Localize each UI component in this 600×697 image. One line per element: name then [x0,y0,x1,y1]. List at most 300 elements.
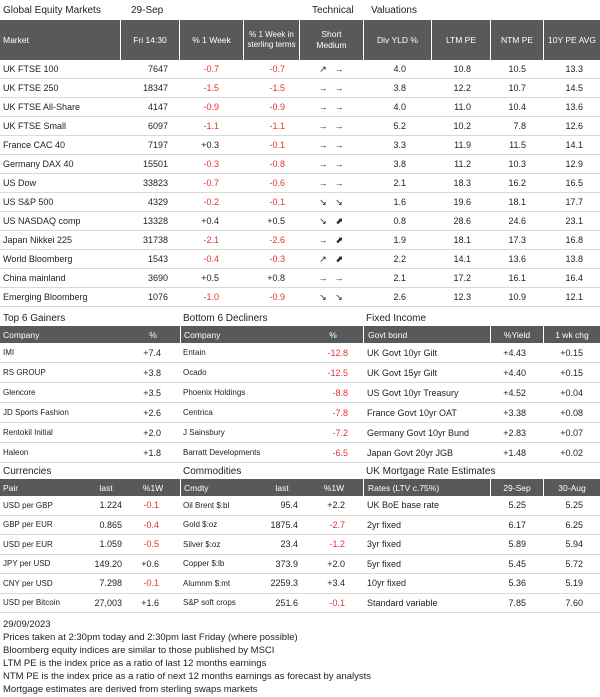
equity-row [0,155,600,174]
week-change-sterling: -2.6 [269,235,285,245]
commodity-name: Gold $:oz [183,520,218,530]
gainer-value: +3.5 [143,387,161,398]
market-price: 31738 [142,235,168,245]
decliner-name: Ocado [183,368,207,377]
market-name: US NASDAQ comp [3,216,81,226]
bond-yield: +4.40 [503,367,526,378]
bond-name: Japan Govt 20yr JGB [367,447,454,458]
footnote-line: Mortgage estimates are derived from sterling swaps markets [3,684,258,695]
bond-name: UK Govt 15yr Gilt [367,367,438,378]
equity-row [0,288,600,307]
gainer-value: +1.8 [143,447,161,458]
div-yield: 2.1 [393,178,406,188]
middle-row [0,423,600,443]
currencies-header-last: last [99,482,113,493]
div-yield: 2.2 [393,254,406,264]
decliners-title: Bottom 6 Decliners [183,313,268,324]
week-change: -1.5 [203,83,219,93]
currency-change: +1.6 [141,597,159,608]
header-week-sterling: % 1 Week in sterling terms [243,20,299,60]
market-price: 13328 [142,216,168,226]
fixed-income-title: Fixed Income [366,313,427,324]
mortgage-rate-name: 3yr fixed [367,539,402,550]
header-ntm: NTM PE [490,20,543,60]
week-change: +0.3 [201,140,219,150]
technical-arrows [302,98,360,116]
technical-arrows [302,250,360,268]
currency-change: -0.1 [143,500,159,511]
mortgage-rate-current: 7.85 [508,597,526,608]
currency-last: 0.865 [99,519,122,530]
market-price: 15501 [142,159,168,169]
gainer-name: RS GROUP [3,368,46,377]
week-change-sterling: -0.3 [269,254,285,264]
ntm-pe: 16.1 [508,273,526,283]
arrow-right-icon: → [334,140,344,150]
technical-arrows [302,212,360,230]
market-name: Japan Nikkei 225 [3,235,73,245]
ltm-pe: 17.2 [453,273,471,283]
div-yield: 1.9 [393,235,406,245]
commodity-change: -2.7 [329,519,345,530]
bond-change: +0.08 [560,407,583,418]
currency-last: 1.059 [99,539,122,550]
commodity-last: 23.4 [280,539,298,550]
commodities-title: Commodities [183,466,242,477]
arrow-right-icon: → [334,64,344,74]
week-change: -0.9 [203,102,219,112]
avg-pe: 12.6 [565,121,583,131]
ntm-pe: 16.2 [508,178,526,188]
footnote-line: Bloomberg equity indices are similar to those published by MSCI [3,645,275,656]
equity-row [0,117,600,136]
commodity-last: 95.4 [280,500,298,511]
ltm-pe: 12.2 [453,83,471,93]
footnote-line: 29/09/2023 [3,619,51,630]
market-price: 1076 [147,292,168,302]
ntm-pe: 10.3 [508,159,526,169]
bond-name: France Govt 10yr OAT [367,407,457,418]
technical-arrows [302,288,360,306]
week-change-sterling: -0.9 [269,292,285,302]
arrow-right-icon: → [334,121,344,131]
currencies-header-chg: %1W [142,482,164,493]
mortgage-rate-current: 5.36 [508,578,526,589]
week-change: -0.7 [203,64,219,74]
bottom-row [0,574,600,594]
currency-pair: JPY per USD [3,559,51,569]
gainer-name: Rentokil Initial [3,428,53,437]
week-change-sterling: -0.8 [269,159,285,169]
footnote-line: LTM PE is the index price as a ratio of last 12 months earnings [3,658,267,669]
equity-table [0,60,600,307]
commodity-last: 251.6 [275,597,298,608]
avg-pe: 13.6 [565,102,583,112]
div-yield: 5.2 [393,121,406,131]
commodity-change: +3.4 [327,578,345,589]
mortgage-rate-name: Standard variable [367,597,438,608]
week-change-sterling: -0.6 [269,178,285,188]
week-change: -1.0 [203,292,219,302]
div-yield: 2.1 [393,273,406,283]
equity-date: 29-Sep [131,5,164,16]
decliners-header-pct: % [329,329,337,340]
bond-yield: +2.83 [503,427,526,438]
ltm-pe: 10.8 [453,64,471,74]
ltm-pe: 18.3 [453,178,471,188]
avg-pe: 16.5 [565,178,583,188]
bottom-row [0,516,600,536]
technical-arrows [302,231,360,249]
mortgage-rate-previous: 6.25 [565,519,583,530]
commodity-last: 1875.4 [270,519,298,530]
avg-pe: 14.5 [565,83,583,93]
middle-row [0,363,600,383]
decliner-name: Centrica [183,408,213,417]
decliner-name: J Sainsbury [183,428,225,437]
currency-pair: CNY per USD [3,578,53,588]
bond-change: +0.15 [560,367,583,378]
market-price: 3690 [147,273,168,283]
week-change: -0.4 [203,254,219,264]
commodities-header-name: Cmdty [180,479,260,496]
ltm-pe: 19.6 [453,197,471,207]
decliner-name: Barratt Developments [183,448,261,457]
market-name: China mainland [3,273,66,283]
ntm-pe: 17.3 [508,235,526,245]
equity-row [0,98,600,117]
arrow-down-right-icon: ↘ [335,196,343,207]
arrow-right-icon: → [334,159,344,169]
ntm-pe: 13.6 [508,254,526,264]
fixed-header-chg: 1 wk chg [543,326,600,343]
decliner-value: -8.8 [332,387,348,398]
mortgage-title: UK Mortgage Rate Estimates [366,466,496,477]
arrow-up-right-bold-icon: ⬈ [335,215,343,226]
technical-arrows [302,269,360,287]
arrow-down-right-icon: ↘ [319,215,327,226]
ltm-pe: 11.2 [454,159,471,169]
header-price: Fri 14:30 [120,20,179,60]
arrow-right-icon: → [318,235,328,245]
bond-name: US Govt 10yr Treasury [367,387,459,398]
bond-change: +0.07 [560,427,583,438]
commodity-name: Alumnm $:mt [183,578,231,588]
fixed-header-yield: %Yield [490,326,543,343]
gainer-value: +2.6 [143,407,161,418]
currency-pair: USD per Bitcoin [3,598,60,608]
arrow-right-icon: → [318,140,328,150]
middle-row [0,403,600,423]
mortgage-rate-previous: 5.25 [565,500,583,511]
commodity-name: S&P soft crops [183,598,236,608]
avg-pe: 12.1 [565,292,583,302]
arrow-right-icon: → [318,121,328,131]
bottom-row [0,594,600,614]
bottom-header [0,479,600,496]
avg-pe: 23.1 [565,216,583,226]
market-name: UK FTSE 250 [3,83,59,93]
avg-pe: 14.1 [565,140,583,150]
week-change: -0.2 [203,197,219,207]
equity-row [0,250,600,269]
bottom-table [0,496,600,613]
arrow-up-right-icon: ↗ [319,253,327,264]
equity-row [0,231,600,250]
week-change-sterling: +0.5 [267,216,285,226]
gainer-value: +3.8 [143,367,161,378]
gainer-name: Glencore [3,388,36,397]
market-price: 7197 [147,140,168,150]
market-price: 18347 [142,83,168,93]
ltm-pe: 11.0 [454,102,471,112]
commodity-name: Silver $:oz [183,539,221,549]
middle-header [0,326,600,343]
mortgage-rate-current: 5.25 [508,500,526,511]
bottom-row [0,555,600,575]
arrow-up-right-bold-icon: ⬈ [335,234,343,245]
decliner-value: -12.8 [327,347,348,358]
gainers-title: Top 6 Gainers [3,313,66,324]
currency-last: 149.20 [94,558,122,569]
equity-title: Global Equity Markets [3,5,101,16]
ntm-pe: 10.4 [508,102,526,112]
arrow-up-right-bold-icon: ⬈ [335,253,343,264]
equity-row [0,174,600,193]
footnote-line: NTM PE is the index price as a ratio of next 12 months earnings as forecast by analysts [3,671,372,682]
ltm-pe: 10.2 [453,121,471,131]
arrow-right-icon: → [318,83,328,93]
week-change-sterling: -0.1 [269,140,285,150]
commodities-header-last: last [275,482,289,493]
ntm-pe: 7.8 [513,121,526,131]
technical-arrows [302,155,360,173]
ltm-pe: 11.9 [454,140,471,150]
mortgage-rate-current: 5.89 [508,539,526,550]
div-yield: 4.0 [393,64,406,74]
week-change: -2.1 [203,235,219,245]
ntm-pe: 10.9 [508,292,526,302]
gainer-name: IMI [3,348,15,357]
technical-arrows [302,136,360,154]
ltm-pe: 18.1 [453,235,471,245]
week-change-sterling: -0.1 [269,197,285,207]
ltm-pe: 28.6 [453,216,471,226]
week-change-sterling: +0.8 [267,273,285,283]
technical-arrows [302,60,360,78]
avg-pe: 17.7 [565,197,583,207]
mortgage-rate-current: 5.45 [508,558,526,569]
mortgage-rate-previous: 7.60 [565,597,583,608]
bond-yield: +3.38 [503,407,526,418]
decliners-header-company: Company [180,326,300,343]
currency-change: -0.5 [143,539,159,550]
div-yield: 3.8 [393,159,406,169]
bond-change: +0.02 [560,447,583,458]
commodity-name: Copper $:lb [183,559,225,569]
mortgage-rate-name: 5yr fixed [367,558,402,569]
avg-pe: 16.8 [565,235,583,245]
mortgage-header-b: 30-Aug [543,479,600,496]
technical-label: Technical [312,5,354,16]
technical-arrows [302,79,360,97]
arrow-up-right-icon: ↗ [319,63,327,74]
ltm-pe: 14.1 [453,254,471,264]
arrow-right-icon: → [334,83,344,93]
week-change-sterling: -0.7 [269,64,285,74]
bond-name: UK Govt 10yr Gilt [367,347,438,358]
ntm-pe: 10.7 [508,83,526,93]
week-change-sterling: -0.9 [269,102,285,112]
middle-row [0,343,600,363]
currency-pair: GBP per EUR [3,520,53,530]
market-name: Germany DAX 40 [3,159,74,169]
currency-change: -0.4 [143,519,159,530]
market-name: France CAC 40 [3,140,66,150]
arrow-right-icon: → [318,102,328,112]
decliner-value: -7.8 [332,407,348,418]
equity-row [0,79,600,98]
market-price: 4147 [147,102,168,112]
market-price: 6097 [147,121,168,131]
equity-row [0,60,600,79]
bottom-row [0,496,600,516]
currencies-header-pair: Pair [3,482,19,493]
decliner-value: -6.5 [332,447,348,458]
bond-change: +0.15 [560,347,583,358]
technical-arrows [302,117,360,135]
commodity-last: 2259.3 [270,578,298,589]
div-yield: 3.8 [393,83,406,93]
commodities-header-chg: %1W [323,482,345,493]
currency-pair: USD per EUR [3,539,53,549]
market-price: 33823 [142,178,168,188]
currency-change: -0.1 [143,578,159,589]
commodity-last: 373.9 [275,558,298,569]
week-change: -0.7 [203,178,219,188]
gainers-header-company: Company [3,329,40,340]
avg-pe: 12.9 [565,159,583,169]
decliner-value: -7.2 [332,427,348,438]
div-yield: 3.3 [393,140,406,150]
header-ltm: LTM PE [431,20,490,60]
currencies-title: Currencies [3,466,52,477]
gainer-value: +7.4 [143,347,161,358]
middle-table [0,343,600,463]
header-week: % 1 Week [179,20,243,60]
technical-arrows [302,174,360,192]
equity-row [0,193,600,212]
fixed-header-bond: Govt bond [363,326,483,343]
gainer-name: JD Sports Fashion [3,408,69,417]
week-change-sterling: -1.5 [269,83,285,93]
market-name: UK FTSE Small [3,121,67,131]
gainers-header-pct: % [149,329,157,340]
ntm-pe: 24.6 [508,216,526,226]
technical-arrows [302,193,360,211]
equity-row [0,212,600,231]
bottom-row [0,535,600,555]
market-name: World Bloomberg [3,254,73,264]
commodity-change: -0.1 [329,597,345,608]
arrow-right-icon: → [318,159,328,169]
mortgage-rate-name: 10yr fixed [367,578,407,589]
mortgage-header-rates: Rates (LTV c.75%) [363,479,490,496]
currency-last: 1.224 [99,500,122,511]
equity-header [0,20,600,60]
arrow-right-icon: → [334,273,344,283]
arrow-down-right-icon: ↘ [319,291,327,302]
currency-change: +0.6 [141,558,159,569]
currency-last: 27,003 [94,597,122,608]
middle-row [0,383,600,403]
bond-yield: +4.43 [503,347,526,358]
week-change: +0.4 [201,216,219,226]
ltm-pe: 12.3 [453,292,471,302]
ntm-pe: 11.5 [509,140,526,150]
commodity-name: Oil Brent $:bl [183,500,230,510]
bond-yield: +4.52 [503,387,526,398]
market-name: UK FTSE 100 [3,64,59,74]
gainer-name: Haleon [3,448,29,457]
arrow-right-icon: → [318,273,328,283]
footnotes [3,618,598,696]
valuations-label: Valuations [371,5,417,16]
mortgage-rate-previous: 5.94 [565,539,583,550]
bond-name: Germany Govt 10yr Bund [367,427,470,438]
ntm-pe: 10.5 [508,64,526,74]
header-market: Market [3,35,29,45]
market-price: 4329 [147,197,168,207]
div-yield: 1.6 [393,197,406,207]
avg-pe: 16.4 [565,273,583,283]
market-name: UK FTSE All-Share [3,102,81,112]
middle-row [0,443,600,463]
decliner-name: Entain [183,348,206,357]
arrow-right-icon: → [318,178,328,188]
commodity-change: +2.0 [327,558,345,569]
mortgage-rate-name: 2yr fixed [367,519,402,530]
commodity-change: +2.2 [327,500,345,511]
header-avg: 10Y PE AVG [543,20,600,60]
arrow-right-icon: → [334,102,344,112]
arrow-right-icon: → [334,178,344,188]
div-yield: 0.8 [393,216,406,226]
market-name: Emerging Bloomberg [3,292,88,302]
week-change-sterling: -1.1 [269,121,285,131]
decliner-name: Phoenix Holdings [183,388,246,397]
currency-pair: USD per GBP [3,500,53,510]
mortgage-rate-name: UK BoE base rate [367,500,440,511]
mortgage-header-a: 29-Sep [490,479,543,496]
div-yield: 2.6 [393,292,406,302]
market-name: US Dow [3,178,37,188]
bond-change: +0.04 [560,387,583,398]
gainer-value: +2.0 [143,427,161,438]
market-price: 1543 [147,254,168,264]
mortgage-rate-previous: 5.19 [565,578,583,589]
market-name: US S&P 500 [3,197,54,207]
avg-pe: 13.8 [565,254,583,264]
week-change: -1.1 [203,121,219,131]
mortgage-rate-current: 6.17 [508,519,526,530]
equity-row [0,136,600,155]
currency-last: 7.298 [99,578,122,589]
equity-row [0,269,600,288]
header-div: Div YLD % [363,20,431,60]
week-change: -0.3 [203,159,219,169]
ntm-pe: 18.1 [508,197,526,207]
